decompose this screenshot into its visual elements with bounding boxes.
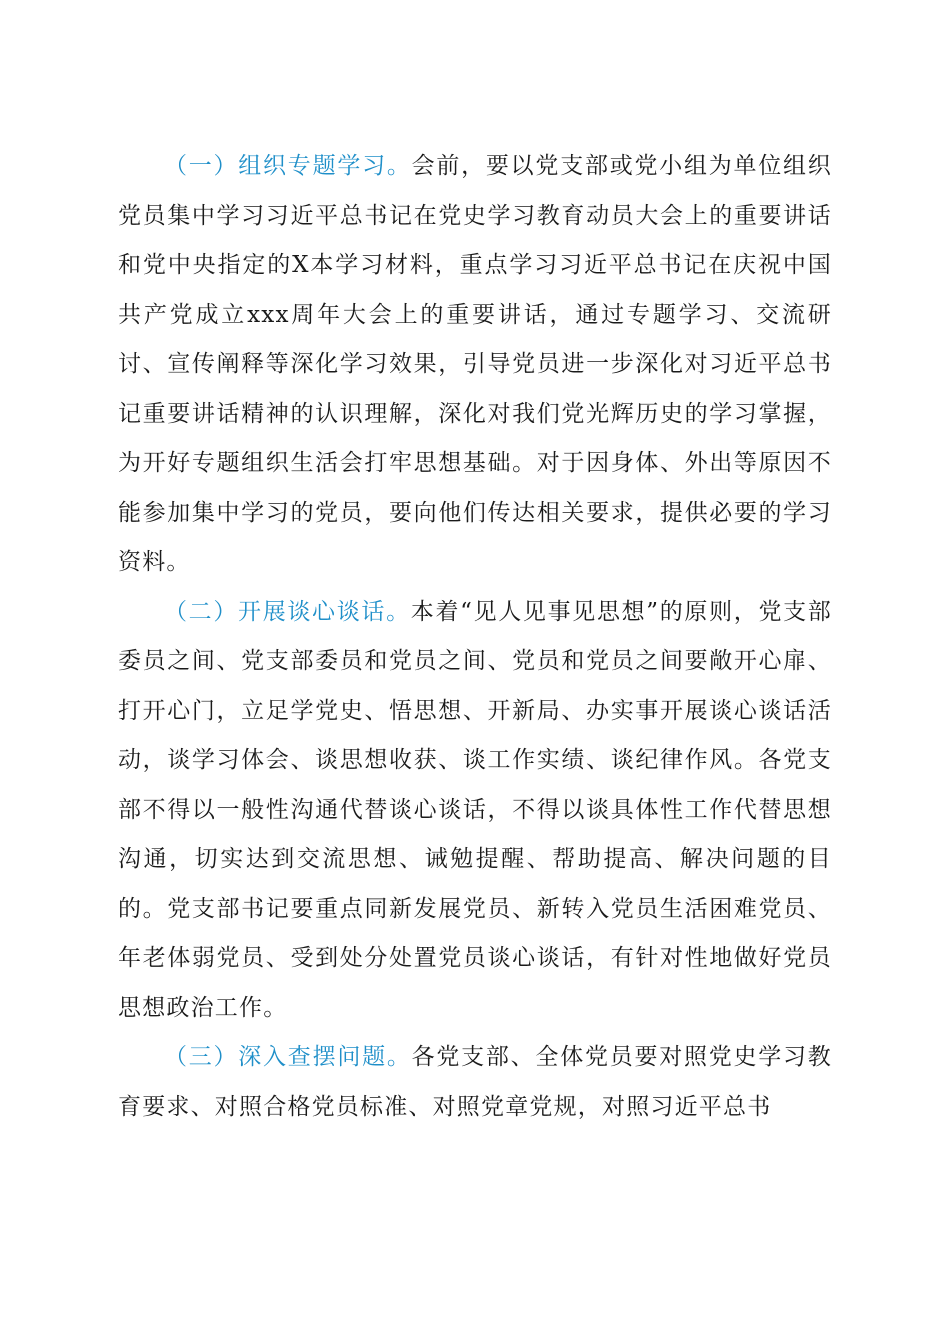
paragraph-2	[118, 588, 832, 1034]
paragraph-2-text: 本着“见人见事见思想”的原则，党支部委员之间、党支部委员和党员之间、党员和党员之间要敞开心扉、打开心门，立足学党史、悟思想、开新局、办实事开展谈心谈话活动，谈学习体会、谈思想收获、谈工作实绩、谈纪律作风。各党支部不得以一般性沟通代替谈心谈话，不得以谈具体性工作代替思想沟通，切实达到交流思想、诫勉提醒、帮助提高、解决问题的目的。党支部书记要重点同新发展党员、新转入党员生活困难党员、年老体弱党员、受到处分处置党员谈心谈话，有针对性地做好党员思想政治工作。	[118, 598, 833, 1021]
paragraph-2-heading: （二）开展谈心谈话。	[164, 598, 411, 625]
paragraph-3-text: 各党支部、全体党员要对照党史学习教育要求、对照合格党员标准、对照党章党规，对照习近平总书	[118, 1044, 833, 1120]
paragraph-3	[118, 1033, 832, 1132]
paragraph-1-text: 会前，要以党支部或党小组为单位组织党员集中学习习近平总书记在党史学习教育动员大会上的重要讲话和党中央指定的X本学习材料，重点学习习近平总书记在庆祝中国共产党成立xxx周年大会上的重要讲话，通过专题学习、交流研讨、宣传阐释等深化学习效果，引导党员进一步深化对习近平总书记重要讲话精神的认识理解，深化对我们党光辉历史的学习掌握，为开好专题组织生活会打牢思想基础。对于因身体、外出等原因不能参加集中学习的党员，要向他们传达相关要求，提供必要的学习资料。	[118, 153, 833, 575]
document-body	[118, 142, 832, 1132]
paragraph-1-heading: （一）组织专题学习。	[164, 153, 412, 179]
paragraph-3-heading: （三）深入查摆问题。	[164, 1044, 412, 1070]
paragraph-1	[118, 142, 832, 588]
